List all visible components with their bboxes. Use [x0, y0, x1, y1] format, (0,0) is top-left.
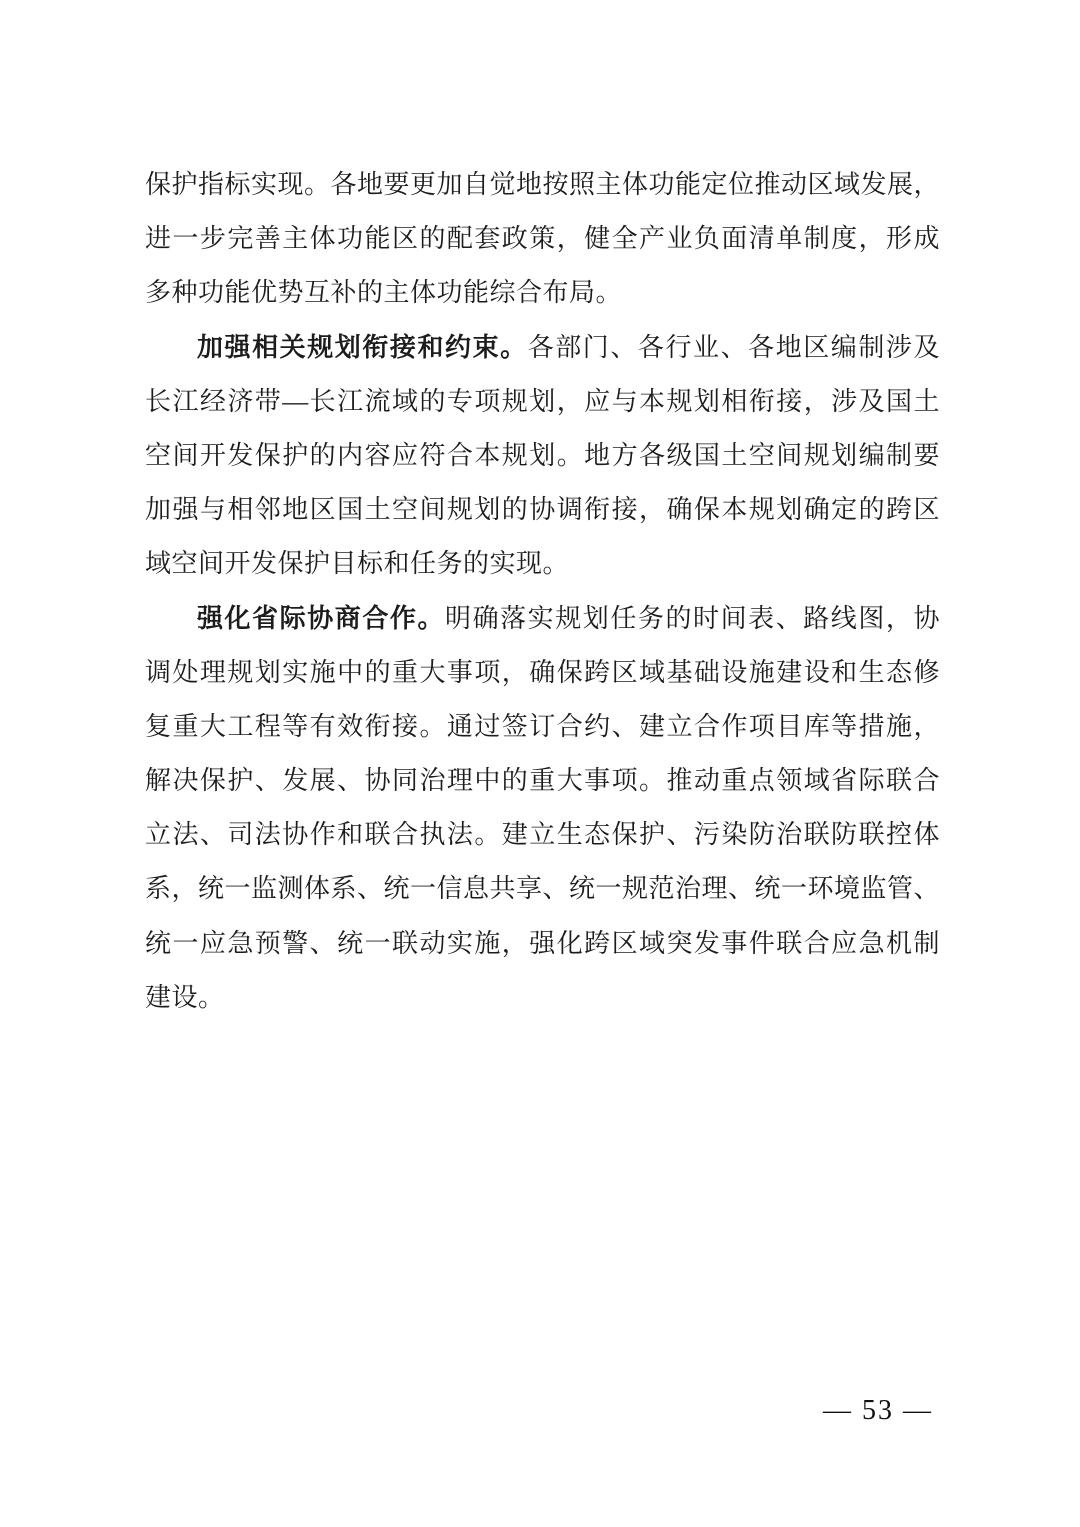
line-text: 多种功能优势互补的主体功能综合布局。 — [145, 278, 623, 308]
text-line — [145, 158, 940, 212]
text-line — [145, 754, 940, 808]
line-text: 空间开发保护的内容应符合本规划。地方各级国土空间规划编制要 — [145, 440, 940, 470]
page-number: — 53 — — [823, 1395, 933, 1426]
line-text: 明确落实规划任务的时间表、路线图，协 — [445, 603, 940, 633]
paragraph-lead: 强化省际协商合作。 — [197, 603, 446, 633]
line-text: 加强与相邻地区国土空间规划的协调衔接，确保本规划确定的跨区 — [145, 495, 940, 525]
text-line — [145, 212, 940, 266]
text-line — [145, 592, 940, 646]
line-text: 统一应急预警、统一联动实施，强化跨区域突发事件联合应急机制 — [145, 928, 940, 958]
text-line — [145, 646, 940, 700]
text-line — [145, 808, 940, 862]
line-text: 各部门、各行业、各地区编制涉及 — [527, 332, 940, 362]
line-text: 复重大工程等有效衔接。通过签订合约、建立合作项目库等措施， — [145, 711, 940, 741]
text-line — [145, 483, 940, 537]
text-line — [145, 375, 940, 429]
line-text: 系，统一监测体系、统一信息共享、统一规范治理、统一环境监管、 — [145, 874, 941, 904]
line-text: 进一步完善主体功能区的配套政策，健全产业负面清单制度，形成 — [145, 224, 940, 254]
text-line — [145, 862, 940, 916]
paragraph-lead: 加强相关规划衔接和约束。 — [197, 332, 528, 362]
line-text: 保护指标实现。各地要更加自觉地按照主体功能定位推动区域发展， — [145, 170, 941, 199]
text-line — [145, 429, 940, 483]
text-line — [145, 971, 940, 1025]
text-line — [145, 700, 940, 754]
line-text: 域空间开发保护目标和任务的实现。 — [145, 549, 570, 579]
line-text: 长江经济带—长江流域的专项规划，应与本规划相衔接，涉及国土 — [145, 386, 940, 416]
line-text: 解决保护、发展、协同治理中的重大事项。推动重点领域省际联合 — [145, 766, 940, 796]
text-line — [145, 917, 940, 971]
body-text — [145, 158, 940, 1025]
text-line — [145, 321, 940, 375]
text-line — [145, 266, 940, 320]
text-line — [145, 537, 940, 591]
line-text: 调处理规划实施中的重大事项，确保跨区域基础设施建设和生态修 — [145, 657, 940, 687]
page-footer — [787, 1360, 933, 1462]
line-text: 建设。 — [145, 982, 225, 1012]
line-text: 立法、司法协作和联合执法。建立生态保护、污染防治联防联控体 — [145, 820, 940, 850]
